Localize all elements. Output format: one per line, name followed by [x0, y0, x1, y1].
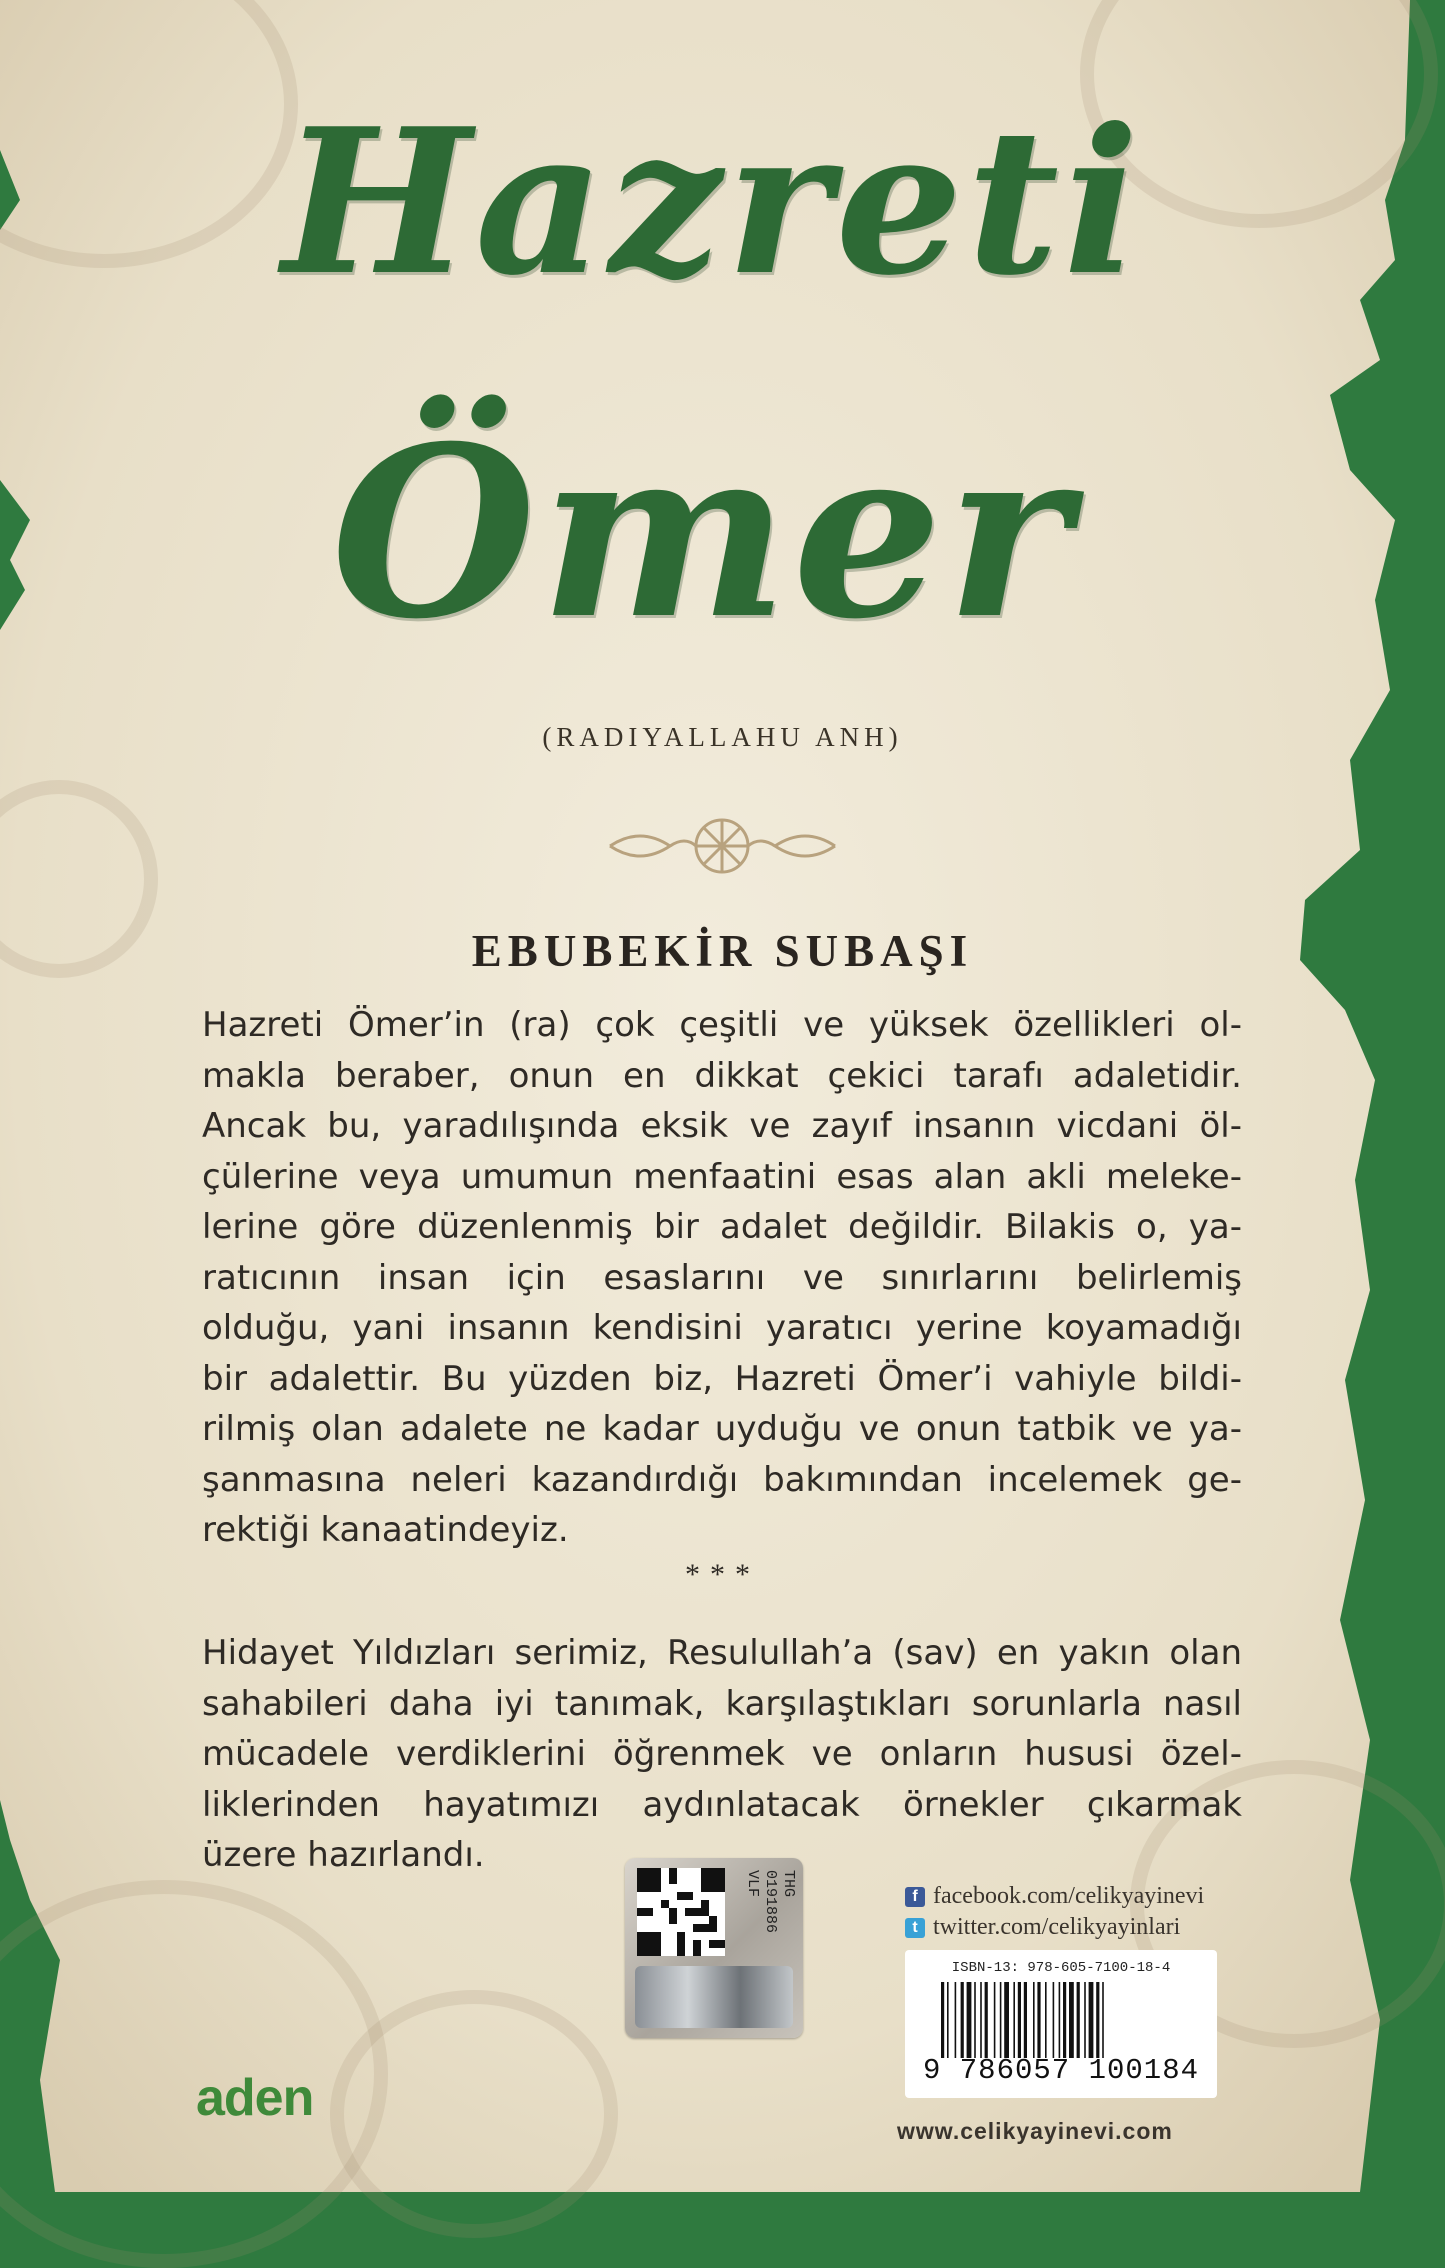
facebook-link[interactable]	[905, 1883, 1204, 1910]
description-line: bir adalettir. Bu yüzden biz, Hazreti Ömer’i vahiyle bildi-	[202, 1358, 1242, 1399]
description-line: çülerine veya umumun menfaatini esas alan akli meleke-	[202, 1156, 1242, 1197]
qr-code	[637, 1868, 725, 1956]
ornament-flourish	[600, 796, 845, 896]
description-line: rilmiş olan adalete ne kadar uyduğu ve onun tatbik ve ya-	[202, 1409, 1242, 1449]
series-line: sahabileri daha iyi tanımak, karşılaştıkları sorunlarla nasıl	[202, 1683, 1242, 1724]
barcode	[941, 1982, 1186, 2058]
section-separator: ***	[685, 1558, 760, 1591]
description-line: Ancak bu, yaradılışında eksik ve zayıf insanın vicdani öl-	[202, 1106, 1242, 1146]
twitter-icon: t	[905, 1918, 925, 1938]
facebook-url: facebook.com/celikyayinevi	[933, 1883, 1205, 1909]
author-name: EBUBEKİR SUBAŞI	[471, 926, 974, 976]
sticker-code: THG 0191886 VLF	[744, 1870, 797, 1934]
facebook-icon: f	[905, 1887, 925, 1907]
twitter-link[interactable]	[905, 1914, 1180, 1941]
description-line: Hazreti Ömer’in (ra) çok çeşitli ve yüksek özellikleri ol-	[202, 1005, 1242, 1045]
series-line: mücadele verdiklerini öğrenmek ve onların hususi özel-	[202, 1734, 1242, 1774]
isbn-number: 9 786057 100184	[922, 2054, 1200, 2087]
description-line: rektiği kanaatindeyiz.	[202, 1510, 569, 1550]
subtitle: (RADIYALLAHU ANH)	[542, 722, 903, 752]
series-line: üzere hazırlandı.	[202, 1835, 485, 1875]
description-line: olduğu, yani insanın kendisini yaratıcı yerine koyamadığı	[202, 1308, 1242, 1348]
series-line: Hidayet Yıldızları serimiz, Resulullah’a (sav) en yakın olan	[202, 1633, 1242, 1673]
description-line: şanmasına neleri kazandırdığı bakımından incelemek ge-	[202, 1459, 1242, 1500]
description-paragraph	[202, 1000, 1242, 1556]
series-line: liklerinden hayatımızı aydınlatacak örnekler çıkarmak	[202, 1784, 1242, 1825]
twitter-url: twitter.com/celikyayinlari	[933, 1914, 1181, 1940]
description-line: makla beraber, onun en dikkat çekici tarafı adaletidir.	[202, 1055, 1242, 1096]
book-title-line1: Hazreti	[281, 85, 1144, 320]
book-title-line2: Ömer	[331, 395, 1074, 671]
publisher-website[interactable]: www.celikyayinevi.com	[897, 2118, 1173, 2144]
publisher-logo: aden	[196, 2069, 314, 2127]
hologram	[635, 1966, 793, 2028]
security-sticker	[625, 1858, 803, 2038]
isbn-label: ISBN-13: 978-605-7100-18-4	[951, 1960, 1171, 1976]
series-paragraph	[202, 1628, 1242, 1881]
description-line: ratıcının insan için esaslarını ve sınırlarını belirlemiş	[202, 1257, 1242, 1298]
description-line: lerine göre düzenlenmiş bir adalet değildir. Bilakis o, ya-	[202, 1207, 1242, 1247]
isbn-barcode-box	[905, 1950, 1217, 2098]
